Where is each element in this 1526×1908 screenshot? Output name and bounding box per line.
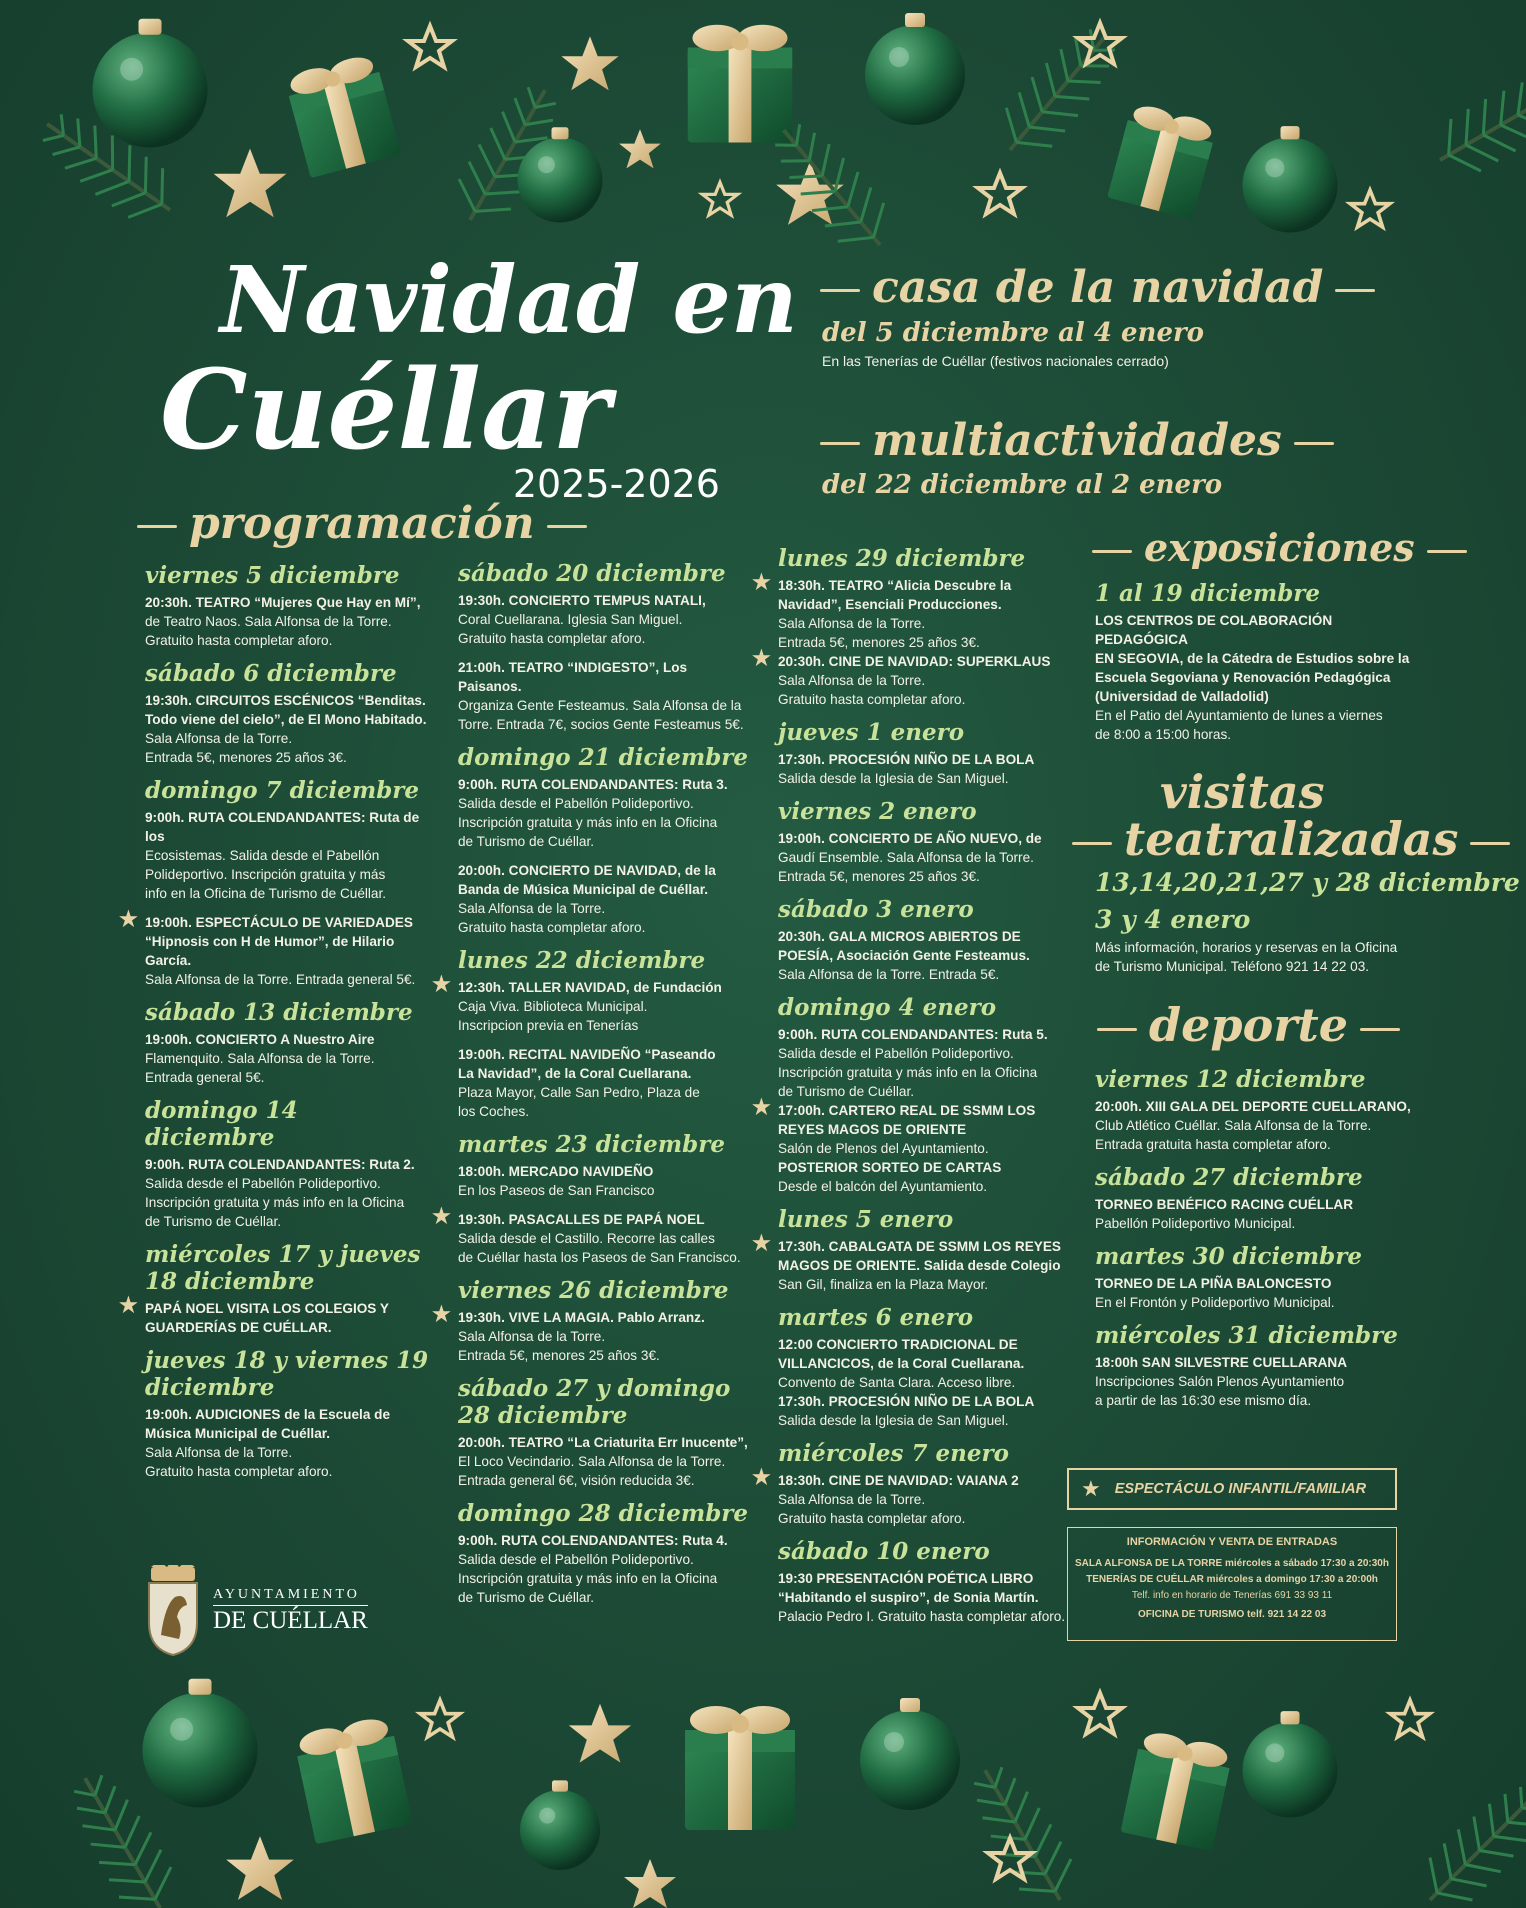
event-line: Entrada gratuita hasta completar aforo. bbox=[1095, 1137, 1331, 1152]
event-entry bbox=[1095, 1322, 1425, 1410]
info-box bbox=[1067, 1527, 1397, 1641]
event-line: Torre. Entrada 7€, socios Gente Festeamus 5€. bbox=[458, 717, 744, 732]
event-day: jueves 18 y viernes 19 diciembre bbox=[145, 1347, 429, 1401]
event-line: Todo viene del cielo”, de El Mono Habitado. bbox=[145, 712, 427, 727]
event-line-family: ★ 12:30h. TALLER NAVIDAD, de Fundación bbox=[458, 978, 753, 997]
event-line: Salida desde el Pabellón Polideportivo. bbox=[778, 1046, 1014, 1061]
event-day: sábado 27 y domingo 28 diciembre bbox=[458, 1375, 731, 1429]
event-line: Flamenquito. Sala Alfonsa de la Torre. bbox=[145, 1051, 375, 1066]
event-line: 19:30h. CONCIERTO TEMPUS NATALI, bbox=[458, 593, 706, 608]
event-day: lunes 29 diciembre bbox=[778, 545, 1026, 572]
event-line: La Navidad”, de la Coral Cuellarana. bbox=[458, 1066, 692, 1081]
event-entry bbox=[458, 1131, 753, 1267]
star-icon bbox=[1390, 1700, 1430, 1737]
visitas-dates-2: 3 y 4 enero bbox=[1095, 905, 1251, 934]
event-line: Gaudí Ensemble. Sala Alfonsa de la Torre. bbox=[778, 850, 1034, 865]
event-line: de Turismo de Cuéllar. bbox=[458, 1590, 595, 1605]
event-line-family: ★ 18:30h. CINE DE NAVIDAD: VAIANA 2 bbox=[778, 1471, 1078, 1490]
event-day: sábado 27 diciembre bbox=[1095, 1164, 1363, 1191]
event-line: EN SEGOVIA, de la Cátedra de Estudios sobre la bbox=[1095, 651, 1410, 666]
event-day: domingo 21 diciembre bbox=[458, 744, 749, 771]
event-entry bbox=[1095, 1243, 1425, 1312]
event-line: Entrada 5€, menores 25 años 3€. bbox=[458, 1348, 660, 1363]
event-line: Coral Cuellarana. Iglesia San Miguel. bbox=[458, 612, 683, 627]
event-line: 20:00h. TEATRO “La Criaturita Err Inucente”, bbox=[458, 1435, 748, 1450]
event-line: En el Frontón y Polideportivo Municipal. bbox=[1095, 1295, 1335, 1310]
spacer bbox=[145, 903, 435, 913]
star-icon bbox=[1078, 1693, 1122, 1734]
event-line: Salida desde el Pabellón Polideportivo. bbox=[458, 796, 694, 811]
pine-branch-icon bbox=[959, 1755, 1086, 1908]
event-entry bbox=[458, 744, 753, 937]
event-line: LOS CENTROS DE COLABORACIÓN PEDAGÓGICA bbox=[1095, 613, 1333, 647]
spacer bbox=[458, 1200, 753, 1210]
event-line: 9:00h. RUTA COLENDANDANTES: Ruta 5. bbox=[778, 1027, 1048, 1042]
event-line: Plaza Mayor, Calle San Pedro, Plaza de bbox=[458, 1085, 700, 1100]
star-icon bbox=[569, 1704, 631, 1763]
event-entry bbox=[778, 1440, 1078, 1528]
event-line: POESÍA, Asociación Gente Festeamus. bbox=[778, 948, 1030, 963]
exposiciones-block bbox=[1095, 580, 1425, 744]
ornament-ball-icon bbox=[520, 1780, 600, 1870]
event-line: 19:00h. RECITAL NAVIDEÑO “Paseando bbox=[458, 1047, 716, 1062]
event-entry bbox=[458, 1375, 753, 1490]
event-line: 19:30h. CIRCUITOS ESCÉNICOS “Benditas. bbox=[145, 693, 426, 708]
event-line: 20:30h. GALA MICROS ABIERTOS DE bbox=[778, 929, 1021, 944]
programacion-heading: programación bbox=[125, 498, 599, 549]
event-line: GUARDERÍAS DE CUÉLLAR. bbox=[145, 1320, 332, 1335]
event-entry bbox=[145, 1241, 435, 1337]
casa-note: En las Tenerías de Cuéllar (festivos nacionales cerrado) bbox=[822, 353, 1169, 369]
star-icon bbox=[214, 149, 287, 218]
event-day: sábado 3 enero bbox=[778, 896, 974, 923]
title-line1: Navidad en bbox=[220, 246, 798, 354]
event-line: Caja Viva. Biblioteca Municipal. bbox=[458, 999, 648, 1014]
event-line: Navidad”, Esenciali Producciones. bbox=[778, 597, 1002, 612]
event-day: viernes 26 diciembre bbox=[458, 1277, 729, 1304]
event-line: a partir de las 16:30 ese mismo día. bbox=[1095, 1393, 1312, 1408]
visitas-dates-1: 13,14,20,21,27 y 28 diciembre bbox=[1095, 868, 1520, 897]
event-line: TORNEO DE LA PIÑA BALONCESTO bbox=[1095, 1276, 1332, 1291]
event-day: 1 al 19 diciembre bbox=[1095, 580, 1321, 607]
event-line: de Turismo de Cuéllar. bbox=[458, 834, 595, 849]
title-line2: Cuéllar bbox=[160, 345, 611, 474]
event-line: Organiza Gente Festeamus. Sala Alfonsa de la bbox=[458, 698, 742, 713]
visitas-heading-2: teatralizadas bbox=[1060, 812, 1522, 866]
event-line: 17:30h. PROCESIÓN NIÑO DE LA BOLA bbox=[778, 752, 1035, 767]
gift-box-icon bbox=[293, 1715, 413, 1845]
event-day: viernes 2 enero bbox=[778, 798, 977, 825]
event-line: Sala Alfonsa de la Torre. bbox=[458, 1329, 606, 1344]
event-line: Palacio Pedro I. Gratuito hasta completar aforo. bbox=[778, 1609, 1066, 1624]
top-decoration bbox=[30, 13, 1526, 264]
event-day: sábado 13 diciembre bbox=[145, 999, 413, 1026]
event-line: Salida desde la Iglesia de San Miguel. bbox=[778, 1413, 1009, 1428]
event-line: Inscripcion previa en Tenerías bbox=[458, 1018, 639, 1033]
spacer bbox=[458, 1035, 753, 1045]
event-line: Ecosistemas. Salida desde el Pabellón bbox=[145, 848, 380, 863]
event-line: info en la Oficina de Turismo de Cuéllar. bbox=[145, 886, 387, 901]
event-line: POSTERIOR SORTEO DE CARTAS bbox=[778, 1160, 1002, 1175]
event-day: domingo 28 diciembre bbox=[458, 1500, 749, 1527]
event-line: Salida desde el Pabellón Polideportivo. bbox=[145, 1176, 381, 1191]
gift-box-icon bbox=[685, 1706, 795, 1830]
column-1 bbox=[145, 562, 435, 1491]
ornament-ball-icon bbox=[865, 13, 965, 125]
event-line-family: ★ 17:00h. CARTERO REAL DE SSMM LOS bbox=[778, 1101, 1078, 1120]
info-title: INFORMACIÓN Y VENTA DE ENTRADAS bbox=[1126, 1536, 1338, 1548]
event-line: 21:00h. TEATRO “INDIGESTO”, Los Paisanos. bbox=[458, 660, 688, 694]
ornament-ball-icon bbox=[1243, 1711, 1338, 1817]
event-entry bbox=[145, 1097, 435, 1231]
star-icon bbox=[408, 26, 452, 67]
event-line: Salón de Plenos del Ayuntamiento. bbox=[778, 1141, 989, 1156]
event-line: 18:00h SAN SILVESTRE CUELLARANA bbox=[1095, 1355, 1348, 1370]
event-line: de Turismo Municipal. Teléfono 921 14 22 03. bbox=[1095, 959, 1370, 974]
event-entry bbox=[778, 994, 1078, 1196]
star-icon bbox=[619, 129, 661, 168]
event-line: 19:00h. CONCIERTO DE AÑO NUEVO, de bbox=[778, 831, 1042, 846]
event-day: sábado 20 diciembre bbox=[458, 560, 726, 587]
event-day: martes 23 diciembre bbox=[458, 1131, 725, 1158]
event-line: MAGOS DE ORIENTE. Salida desde Colegio bbox=[778, 1258, 1061, 1273]
event-entry bbox=[1095, 1066, 1425, 1154]
event-line: Música Municipal de Cuéllar. bbox=[145, 1426, 331, 1441]
event-line: Gratuito hasta completar aforo. bbox=[458, 631, 646, 646]
event-entry bbox=[778, 1206, 1078, 1294]
bottom-decoration bbox=[59, 1679, 1526, 1908]
event-entry bbox=[778, 545, 1078, 709]
event-line: Entrada 5€, menores 25 años 3€. bbox=[778, 869, 980, 884]
event-entry bbox=[145, 660, 435, 767]
event-day: domingo 14 diciembre bbox=[145, 1097, 298, 1151]
info-line2: TENERÍAS DE CUÉLLAR miércoles a domingo 17:30 a 20:00h bbox=[1086, 1574, 1378, 1585]
title-block bbox=[140, 246, 798, 506]
ornament-ball-icon bbox=[1243, 126, 1338, 232]
event-line: Sala Alfonsa de la Torre. Entrada 5€. bbox=[778, 967, 1000, 982]
event-day: miércoles 17 y jueves 18 diciembre bbox=[145, 1241, 421, 1295]
event-line: Salida desde el Pabellón Polideportivo. bbox=[458, 1552, 694, 1567]
event-entry bbox=[145, 562, 435, 650]
star-icon bbox=[561, 36, 618, 90]
event-entry bbox=[778, 1304, 1078, 1430]
event-entry bbox=[1095, 1164, 1425, 1233]
event-line: En el Patio del Ayuntamiento de lunes a viernes bbox=[1095, 708, 1383, 723]
info-line1: SALA ALFONSA DE LA TORRE miércoles a sábado 17:30 a 20:30h bbox=[1075, 1558, 1389, 1569]
event-line: Desde el balcón del Ayuntamiento. bbox=[778, 1179, 988, 1194]
legend-box bbox=[1067, 1468, 1397, 1510]
event-line-family: ★ 19:00h. ESPECTÁCULO DE VARIEDADES bbox=[145, 913, 435, 932]
event-entry bbox=[778, 896, 1078, 984]
event-line: Gratuito hasta completar aforo. bbox=[145, 1464, 333, 1479]
event-line: “Habitando el suspiro”, de Sonia Martín. bbox=[778, 1590, 1039, 1605]
spacer bbox=[458, 851, 753, 861]
event-line: San Gil, finaliza en la Plaza Mayor. bbox=[778, 1277, 989, 1292]
event-entry bbox=[778, 719, 1078, 788]
event-line: Pabellón Polideportivo Municipal. bbox=[1095, 1216, 1296, 1231]
event-day: miércoles 7 enero bbox=[778, 1440, 1009, 1467]
ornament-ball-icon bbox=[93, 19, 208, 148]
multiactividades-heading: multiactividades bbox=[808, 415, 1346, 466]
casa-heading: casa de la navidad bbox=[808, 262, 1387, 313]
event-line: 19:30 PRESENTACIÓN POÉTICA LIBRO bbox=[778, 1571, 1034, 1586]
deporte-heading: deporte bbox=[1085, 998, 1412, 1052]
event-entry bbox=[458, 947, 753, 1121]
event-line: de Teatro Naos. Sala Alfonsa de la Torre. bbox=[145, 614, 392, 629]
info-line3: Telf. info en horario de Tenerías 691 33 93 11 bbox=[1131, 1590, 1333, 1601]
event-entry bbox=[778, 798, 1078, 886]
pine-branch-icon bbox=[1425, 59, 1526, 186]
event-entry bbox=[145, 999, 435, 1087]
coat-of-arms-icon bbox=[145, 1565, 201, 1657]
event-line: Club Atlético Cuéllar. Sala Alfonsa de la Torre. bbox=[1095, 1118, 1372, 1133]
event-line: Entrada 5€, menores 25 años 3€. bbox=[778, 635, 980, 650]
gift-box-icon bbox=[688, 25, 793, 143]
event-day: viernes 5 diciembre bbox=[145, 562, 400, 589]
event-line: Sala Alfonsa de la Torre. bbox=[778, 673, 926, 688]
event-entry bbox=[458, 1500, 753, 1607]
spacer bbox=[458, 648, 753, 658]
event-line-family: ★ PAPÁ NOEL VISITA LOS COLEGIOS Y bbox=[145, 1299, 435, 1318]
event-line: Entrada general 6€, visión reducida 3€. bbox=[458, 1473, 695, 1488]
event-line-family: ★ 18:30h. TEATRO “Alicia Descubre la bbox=[778, 576, 1078, 595]
event-line: Entrada general 5€. bbox=[145, 1070, 265, 1085]
deporte-block bbox=[1095, 1066, 1425, 1420]
event-line: En los Paseos de San Francisco bbox=[458, 1183, 655, 1198]
event-day: lunes 22 diciembre bbox=[458, 947, 706, 974]
event-line: Gratuito hasta completar aforo. bbox=[145, 633, 333, 648]
event-day: viernes 12 diciembre bbox=[1095, 1066, 1366, 1093]
star-icon bbox=[420, 1700, 460, 1737]
multi-dates: del 22 diciembre al 2 enero bbox=[822, 470, 1223, 500]
event-line-family: ★ 19:30h. VIVE LA MAGIA. Pablo Arranz. bbox=[458, 1308, 753, 1327]
event-line: Gratuito hasta completar aforo. bbox=[778, 692, 966, 707]
event-day: miércoles 31 diciembre bbox=[1095, 1322, 1398, 1349]
ornament-ball-icon bbox=[860, 1698, 960, 1810]
gift-box-icon bbox=[1107, 101, 1218, 220]
event-line: de 8:00 a 15:00 horas. bbox=[1095, 727, 1232, 742]
event-entry bbox=[458, 560, 753, 734]
pine-branch-icon bbox=[1409, 1773, 1526, 1908]
logo-bottom: DE CUÉLLAR bbox=[213, 1606, 368, 1634]
event-line: Convento de Santa Clara. Acceso libre. bbox=[778, 1375, 1016, 1390]
event-day: martes 6 enero bbox=[778, 1304, 974, 1331]
event-line: Gratuito hasta completar aforo. bbox=[778, 1511, 966, 1526]
event-day: martes 30 diciembre bbox=[1095, 1243, 1362, 1270]
event-line: Inscripciones Salón Plenos Ayuntamiento bbox=[1095, 1374, 1345, 1389]
event-line: VILLANCICOS, de la Coral Cuellarana. bbox=[778, 1356, 1025, 1371]
event-line: Sala Alfonsa de la Torre. bbox=[145, 1445, 293, 1460]
event-day: sábado 10 enero bbox=[778, 1538, 990, 1565]
event-line: Inscripción gratuita y más info en la Oficina bbox=[458, 815, 718, 830]
event-entry bbox=[145, 777, 435, 989]
star-icon bbox=[1350, 190, 1390, 227]
star-icon bbox=[978, 173, 1022, 214]
gift-box-icon bbox=[284, 52, 402, 178]
event-day: domingo 4 enero bbox=[778, 994, 997, 1021]
event-day: lunes 5 enero bbox=[778, 1206, 954, 1233]
event-line: de Turismo de Cuéllar. bbox=[778, 1084, 915, 1099]
event-line: Inscripción gratuita y más info en la Oficina bbox=[458, 1571, 718, 1586]
event-line: TORNEO BENÉFICO RACING CUÉLLAR bbox=[1095, 1197, 1354, 1212]
event-line: Entrada 5€, menores 25 años 3€. bbox=[145, 750, 347, 765]
event-line: de Turismo de Cuéllar. bbox=[145, 1214, 282, 1229]
event-line: (Universidad de Valladolid) bbox=[1095, 689, 1269, 704]
event-entry bbox=[778, 1538, 1078, 1626]
event-line: “Hipnosis con H de Humor”, de Hilario García. bbox=[145, 934, 395, 968]
event-line: Gratuito hasta completar aforo. bbox=[458, 920, 646, 935]
event-line: 18:00h. MERCADO NAVIDEÑO bbox=[458, 1164, 654, 1179]
event-line: 20:00h. CONCIERTO DE NAVIDAD, de la bbox=[458, 863, 716, 878]
logo-top: AYUNTAMIENTO bbox=[213, 1587, 368, 1606]
event-line-family: ★ 19:30h. PASACALLES DE PAPÁ NOEL bbox=[458, 1210, 753, 1229]
event-entry bbox=[458, 1277, 753, 1365]
star-icon: ★ bbox=[1081, 1476, 1101, 1501]
event-line: 17:30h. PROCESIÓN NIÑO DE LA BOLA bbox=[778, 1394, 1035, 1409]
star-icon bbox=[226, 1836, 294, 1900]
event-line: Banda de Música Municipal de Cuéllar. bbox=[458, 882, 709, 897]
event-line: 12:00 CONCIERTO TRADICIONAL DE bbox=[778, 1337, 1018, 1352]
visitas-info bbox=[1095, 938, 1425, 976]
event-line: 20:30h. TEATRO “Mujeres Que Hay en Mí”, bbox=[145, 595, 421, 610]
event-line: 20:00h. XIII GALA DEL DEPORTE CUELLARANO, bbox=[1095, 1099, 1411, 1114]
gift-box-icon bbox=[1120, 1729, 1233, 1852]
event-day: sábado 6 diciembre bbox=[145, 660, 397, 687]
event-line: Salida desde el Castillo. Recorre las calles bbox=[458, 1231, 715, 1246]
event-line: El Loco Vecindario. Sala Alfonsa de la Torre. bbox=[458, 1454, 726, 1469]
title-years: 2025-2026 bbox=[512, 462, 720, 506]
info-line4: OFICINA DE TURISMO telf. 921 14 22 03 bbox=[1137, 1609, 1327, 1620]
event-day: domingo 7 diciembre bbox=[145, 777, 420, 804]
ayuntamiento-logo bbox=[145, 1565, 368, 1657]
legend-label: ESPECTÁCULO INFANTIL/FAMILIAR bbox=[1114, 1481, 1367, 1497]
event-line: de Cuéllar hasta los Paseos de San Francisco. bbox=[458, 1250, 741, 1265]
visitas-heading-1: visitas bbox=[1160, 765, 1325, 819]
exposiciones-heading: exposiciones bbox=[1080, 525, 1479, 570]
column-2 bbox=[458, 560, 753, 1617]
event-line: 19:00h. CONCIERTO A Nuestro Aire bbox=[145, 1032, 375, 1047]
event-line: REYES MAGOS DE ORIENTE bbox=[778, 1122, 967, 1137]
event-line: Sala Alfonsa de la Torre. bbox=[458, 901, 606, 916]
event-line: Más información, horarios y reservas en la Oficina bbox=[1095, 940, 1398, 955]
event-line: Escuela Segoviana y Renovación Pedagógica bbox=[1095, 670, 1391, 685]
column-3 bbox=[778, 545, 1078, 1636]
star-icon bbox=[702, 182, 737, 215]
event-line: 9:00h. RUTA COLENDANDANTES: Ruta 4. bbox=[458, 1533, 728, 1548]
star-icon bbox=[624, 1859, 676, 1908]
event-line: 9:00h. RUTA COLENDANDANTES: Ruta 3. bbox=[458, 777, 728, 792]
event-line: Inscripción gratuita y más info en la Oficina bbox=[778, 1065, 1038, 1080]
event-line-family: ★ 17:30h. CABALGATA DE SSMM LOS REYES bbox=[778, 1237, 1078, 1256]
event-line: Sala Alfonsa de la Torre. bbox=[778, 1492, 926, 1507]
casa-dates: del 5 diciembre al 4 enero bbox=[822, 318, 1205, 348]
event-line: 9:00h. RUTA COLENDANDANTES: Ruta 2. bbox=[145, 1157, 415, 1172]
event-line: 9:00h. RUTA COLENDANDANTES: Ruta de los bbox=[145, 810, 420, 844]
event-line: Inscripción gratuita y más info en la Oficina bbox=[145, 1195, 405, 1210]
event-line: Sala Alfonsa de la Torre. bbox=[778, 616, 926, 631]
ornament-ball-icon bbox=[518, 127, 603, 222]
event-line: Sala Alfonsa de la Torre. Entrada general 5€. bbox=[145, 972, 416, 987]
event-line: Sala Alfonsa de la Torre. bbox=[145, 731, 293, 746]
event-line: Salida desde la Iglesia de San Miguel. bbox=[778, 771, 1009, 786]
event-day: jueves 1 enero bbox=[778, 719, 965, 746]
event-entry bbox=[145, 1347, 435, 1481]
event-line: los Coches. bbox=[458, 1104, 530, 1119]
event-line: Polideportivo. Inscripción gratuita y más bbox=[145, 867, 386, 882]
event-line: 19:00h. AUDICIONES de la Escuela de bbox=[145, 1407, 391, 1422]
event-line-family: ★ 20:30h. CINE DE NAVIDAD: SUPERKLAUS bbox=[778, 652, 1078, 671]
ornament-ball-icon bbox=[143, 1679, 258, 1808]
